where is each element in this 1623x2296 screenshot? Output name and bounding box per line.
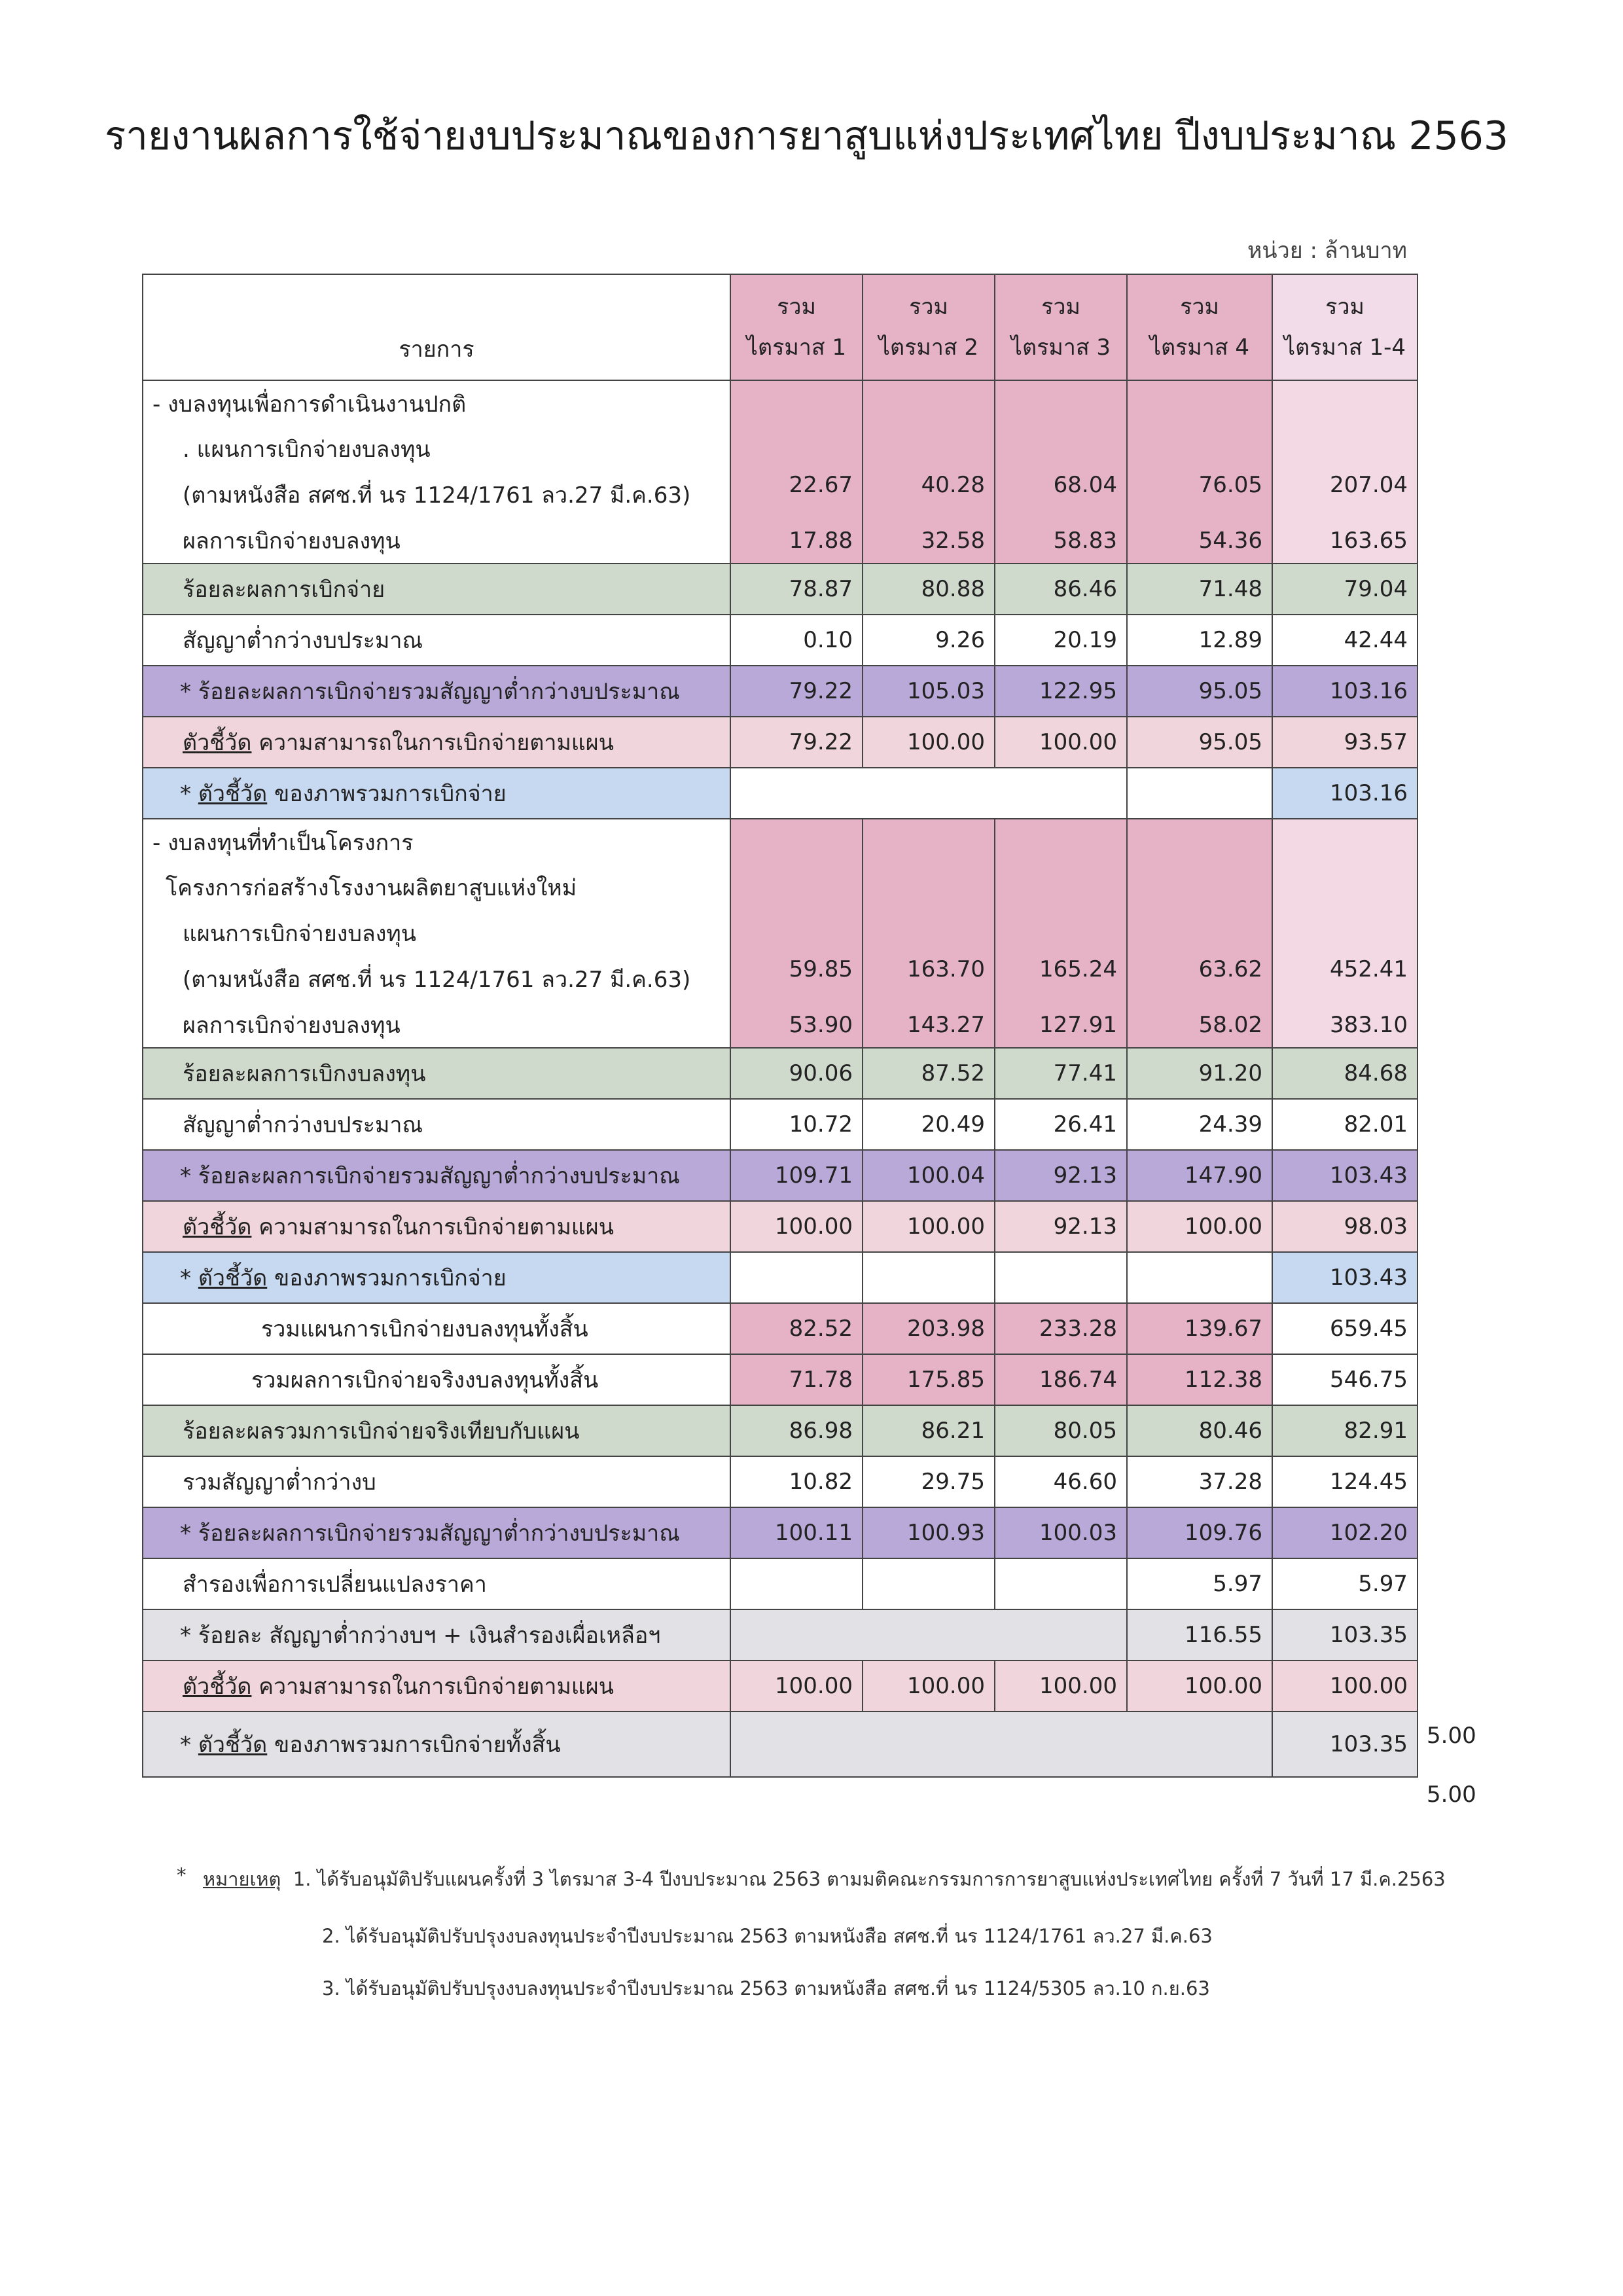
section1-contract-q1: 0.10 [730,615,863,666]
section2-pct-q1: 90.06 [730,1048,863,1099]
summary-kpi1-q4: 100.00 [1127,1660,1272,1712]
section1-result-q3: 58.83 [995,518,1127,564]
section2-result-q2: 143.27 [863,1002,995,1048]
section1-pct-q2: 80.88 [863,564,995,615]
table-row [143,666,1418,717]
section1-plan-q4: 76.05 [1127,472,1272,518]
table-row [143,518,1418,564]
section1-contract-label: สัญญาต่ำกว่างบประมาณ [143,615,730,666]
summary-pct-reserve-q4: 116.55 [1127,1609,1272,1660]
summary-reserve-q2 [863,1558,995,1609]
summary-pct-contract-total: 102.20 [1272,1507,1418,1558]
summary-total-contract-q2: 29.75 [863,1456,995,1507]
section1-contract-q2: 9.26 [863,615,995,666]
section2-result-q1: 53.90 [730,1002,863,1048]
section2-kpi1-q4: 100.00 [1127,1201,1272,1252]
summary-kpi1-total: 100.00 [1272,1660,1418,1712]
section1-plan-q3: 68.04 [995,472,1127,518]
summary-pct-contract-q4: 109.76 [1127,1507,1272,1558]
section1-result-q2: 32.58 [863,518,995,564]
section1-plan-q1: 22.67 [730,472,863,518]
section1-plan-total: 207.04 [1272,472,1418,518]
summary-total-actual-q3: 186.74 [995,1354,1127,1405]
section1-pct-q1: 78.87 [730,564,863,615]
summary-reserve-q1 [730,1558,863,1609]
table-row [143,1507,1418,1558]
section2-pct-contract-q2: 100.04 [863,1150,995,1201]
section1-pct-contract-q4: 95.05 [1127,666,1272,717]
table-row [143,1099,1418,1150]
summary-pct-reserve-total: 103.35 [1272,1609,1418,1660]
section1-kpi1-q1: 79.22 [730,717,863,768]
section2-contract-total: 82.01 [1272,1099,1418,1150]
section1-pct-contract-q2: 105.03 [863,666,995,717]
table-row [143,1303,1418,1354]
section2-pct-q3: 77.41 [995,1048,1127,1099]
header-item: รายการ [143,274,730,380]
section2-pct-contract-q3: 92.13 [995,1150,1127,1201]
summary-total-plan-q3: 233.28 [995,1303,1127,1354]
table-row [143,615,1418,666]
section2-contract-q4: 24.39 [1127,1099,1272,1150]
summary-total-plan-q1: 82.52 [730,1303,863,1354]
table-row [143,1558,1418,1609]
table-row [143,1150,1418,1201]
summary-total-contract-label: รวมสัญญาต่ำกว่างบ [143,1456,730,1507]
section2-plan-q1: 59.85 [730,956,863,1002]
section2-result-q3: 127.91 [995,1002,1127,1048]
section2-kpi1-q2: 100.00 [863,1201,995,1252]
section1-pct-q3: 86.46 [995,564,1127,615]
section1-result-label: ผลการเบิกจ่ายงบลงทุน [143,518,730,564]
summary-kpi1-q2: 100.00 [863,1660,995,1712]
section2-pct-contract-label: * ร้อยละผลการเบิกจ่ายรวมสัญญาต่ำกว่างบประมาณ [143,1150,730,1201]
note-1: * หมายเหตุ 1. ได้รับอนุมัติปรับแผนครั้งที่ 3 ไตรมาส 3-4 ปีงบประมาณ 2563 ตามมติคณะกรรมการการยาสูบแห่งประเทศไทย ครั้งที่ 7 วันที่ 17 มี.ค.2563 [177,1864,1446,1890]
kpi1-weight: 5.00 [1427,1723,1476,1749]
section2-project: โครงการก่อสร้างโรงงานผลิตยาสูบแห่งใหม่ [143,865,730,910]
summary-total-actual-q1: 71.78 [730,1354,863,1405]
section2-result-total: 383.10 [1272,1002,1418,1048]
summary-total-plan-total: 659.45 [1272,1303,1418,1354]
summary-total-plan-q2: 203.98 [863,1303,995,1354]
section1-kpi1-q2: 100.00 [863,717,995,768]
section1-result-q1: 17.88 [730,518,863,564]
summary-reserve-total: 5.97 [1272,1558,1418,1609]
table-row [143,1660,1418,1712]
summary-kpi2-label: * ตัวชี้วัด ของภาพรวมการเบิกจ่ายทั้งสิ้น [143,1712,730,1777]
section1-kpi1-total: 93.57 [1272,717,1418,768]
summary-total-contract-q1: 10.82 [730,1456,863,1507]
section2-pct-contract-total: 103.43 [1272,1150,1418,1201]
budget-table [142,274,1418,1778]
section2-contract-q3: 26.41 [995,1099,1127,1150]
summary-pct-vs-plan-q2: 86.21 [863,1405,995,1456]
summary-total-actual-q4: 112.38 [1127,1354,1272,1405]
section2-heading: - งบลงทุนที่ทำเป็นโครงการ [143,819,730,865]
section2-kpi1-total: 98.03 [1272,1201,1418,1252]
summary-total-plan-label: รวมแผนการเบิกจ่ายงบลงทุนทั้งสิ้น [143,1303,730,1354]
section1-pct-contract-q1: 79.22 [730,666,863,717]
section2-pct-contract-q4: 147.90 [1127,1150,1272,1201]
section1-kpi1-q3: 100.00 [995,717,1127,768]
summary-pct-vs-plan-label: ร้อยละผลรวมการเบิกจ่ายจริงเทียบกับแผน [143,1405,730,1456]
summary-total-actual-total: 546.75 [1272,1354,1418,1405]
section1-plan-q2: 40.28 [863,472,995,518]
section1-kpi2-label: * ตัวชี้วัด ของภาพรวมการเบิกจ่าย [143,768,730,819]
section1-pct-total: 79.04 [1272,564,1418,615]
summary-pct-contract-q2: 100.93 [863,1507,995,1558]
unit-label: หน่วย : ล้านบาท [1247,238,1407,264]
summary-total-contract-q4: 37.28 [1127,1456,1272,1507]
section2-plan-q2: 163.70 [863,956,995,1002]
summary-reserve-label: สำรองเพื่อการเปลี่ยนแปลงราคา [143,1558,730,1609]
summary-pct-vs-plan-q3: 80.05 [995,1405,1127,1456]
header-q4: รวม ไตรมาส 4 [1127,274,1272,380]
section1-result-q4: 54.36 [1127,518,1272,564]
section1-kpi1-q4: 95.05 [1127,717,1272,768]
header-total: รวม ไตรมาส 1-4 [1272,274,1418,380]
section1-contract-q3: 20.19 [995,615,1127,666]
section1-pct-contract-total: 103.16 [1272,666,1418,717]
summary-pct-contract-label: * ร้อยละผลการเบิกจ่ายรวมสัญญาต่ำกว่างบประมาณ [143,1507,730,1558]
table-row [143,1609,1418,1660]
summary-total-actual-q2: 175.85 [863,1354,995,1405]
summary-total-plan-q4: 139.67 [1127,1303,1272,1354]
header-q3: รวม ไตรมาส 3 [995,274,1127,380]
table-row [143,956,1418,1002]
summary-pct-vs-plan-total: 82.91 [1272,1405,1418,1456]
header-q2: รวม ไตรมาส 2 [863,274,995,380]
summary-pct-vs-plan-q4: 80.46 [1127,1405,1272,1456]
section2-pct-contract-q1: 109.71 [730,1150,863,1201]
note-3: 3. ได้รับอนุมัติปรับปรุงงบลงทุนประจำปีงบประมาณ 2563 ตามหนังสือ สศช.ที่ นร 1124/5305 ลว.10 ก.ย.63 [322,1977,1210,2000]
section2-pct-label: ร้อยละผลการเบิกงบลงทุน [143,1048,730,1099]
table-row [143,1712,1418,1777]
section1-plan-ref: (ตามหนังสือ สศช.ที่ นร 1124/1761 ลว.27 มี.ค.63) [143,472,730,518]
table-row [143,865,1418,910]
section2-plan-q3: 165.24 [995,956,1127,1002]
section1-plan-label: . แผนการเบิกจ่ายงบลงทุน [143,426,730,472]
section2-plan-q4: 63.62 [1127,956,1272,1002]
section2-plan-label: แผนการเบิกจ่ายงบลงทุน [143,910,730,956]
table-row [143,819,1418,865]
page-title: รายงานผลการใช้จ่ายงบประมาณของการยาสูบแห่งประเทศไทย ปีงบประมาณ 2563 [105,113,1509,159]
section1-pct-label: ร้อยละผลการเบิกจ่าย [143,564,730,615]
note-label: หมายเหตุ [203,1868,281,1890]
section1-contract-total: 42.44 [1272,615,1418,666]
section1-kpi1-label: ตัวชี้วัด ความสามารถในการเบิกจ่ายตามแผน [143,717,730,768]
section1-pct-contract-q3: 122.95 [995,666,1127,717]
table-row [143,380,1418,426]
section2-plan-ref: (ตามหนังสือ สศช.ที่ นร 1124/1761 ลว.27 มี.ค.63) [143,956,730,1002]
section1-kpi2-total: 103.16 [1272,768,1418,819]
section1-result-total: 163.65 [1272,518,1418,564]
note-mark: * [177,1864,187,1886]
section2-contract-q2: 20.49 [863,1099,995,1150]
summary-reserve-q4: 5.97 [1127,1558,1272,1609]
table-row [143,768,1418,819]
section1-heading: - งบลงทุนเพื่อการดำเนินงานปกติ [143,380,730,426]
table-row [143,1252,1418,1303]
summary-total-contract-q3: 46.60 [995,1456,1127,1507]
section2-plan-total: 452.41 [1272,956,1418,1002]
summary-pct-contract-q1: 100.11 [730,1507,863,1558]
summary-total-actual-label: รวมผลการเบิกจ่ายจริงงบลงทุนทั้งสิ้น [143,1354,730,1405]
section2-pct-total: 84.68 [1272,1048,1418,1099]
section2-kpi1-label: ตัวชี้วัด ความสามารถในการเบิกจ่ายตามแผน [143,1201,730,1252]
summary-kpi1-q3: 100.00 [995,1660,1127,1712]
table-row [143,426,1418,472]
section2-pct-q2: 87.52 [863,1048,995,1099]
kpi2-weight: 5.00 [1427,1782,1476,1808]
table-row [143,1201,1418,1252]
section2-kpi2-label: * ตัวชี้วัด ของภาพรวมการเบิกจ่าย [143,1252,730,1303]
table-header-row [143,274,1418,380]
section2-kpi2-total: 103.43 [1272,1252,1418,1303]
section1-pct-contract-label: * ร้อยละผลการเบิกจ่ายรวมสัญญาต่ำกว่างบประมาณ [143,666,730,717]
table-row [143,910,1418,956]
section2-result-label: ผลการเบิกจ่ายงบลงทุน [143,1002,730,1048]
summary-kpi1-label: ตัวชี้วัด ความสามารถในการเบิกจ่ายตามแผน [143,1660,730,1712]
section2-contract-q1: 10.72 [730,1099,863,1150]
table-row [143,1354,1418,1405]
section2-contract-label: สัญญาต่ำกว่างบประมาณ [143,1099,730,1150]
section2-pct-q4: 91.20 [1127,1048,1272,1099]
section1-contract-q4: 12.89 [1127,615,1272,666]
table-row [143,1456,1418,1507]
section2-result-q4: 58.02 [1127,1002,1272,1048]
summary-kpi1-q1: 100.00 [730,1660,863,1712]
section1-pct-q4: 71.48 [1127,564,1272,615]
summary-pct-contract-q3: 100.03 [995,1507,1127,1558]
section2-kpi1-q3: 92.13 [995,1201,1127,1252]
summary-pct-reserve-label: * ร้อยละ สัญญาต่ำกว่างบฯ + เงินสำรองเผื่อเหลือฯ [143,1609,730,1660]
table-row [143,1002,1418,1048]
summary-kpi2-total: 103.35 [1272,1712,1418,1777]
table-row [143,1405,1418,1456]
table-row [143,472,1418,518]
section2-kpi1-q1: 100.00 [730,1201,863,1252]
table-row [143,564,1418,615]
table-row [143,1048,1418,1099]
summary-total-contract-total: 124.45 [1272,1456,1418,1507]
header-q1: รวม ไตรมาส 1 [730,274,863,380]
note-2: 2. ได้รับอนุมัติปรับปรุงงบลงทุนประจำปีงบประมาณ 2563 ตามหนังสือ สศช.ที่ นร 1124/1761 ลว.27 มี.ค.63 [322,1925,1213,1947]
summary-pct-vs-plan-q1: 86.98 [730,1405,863,1456]
summary-reserve-q3 [995,1558,1127,1609]
table-row [143,717,1418,768]
